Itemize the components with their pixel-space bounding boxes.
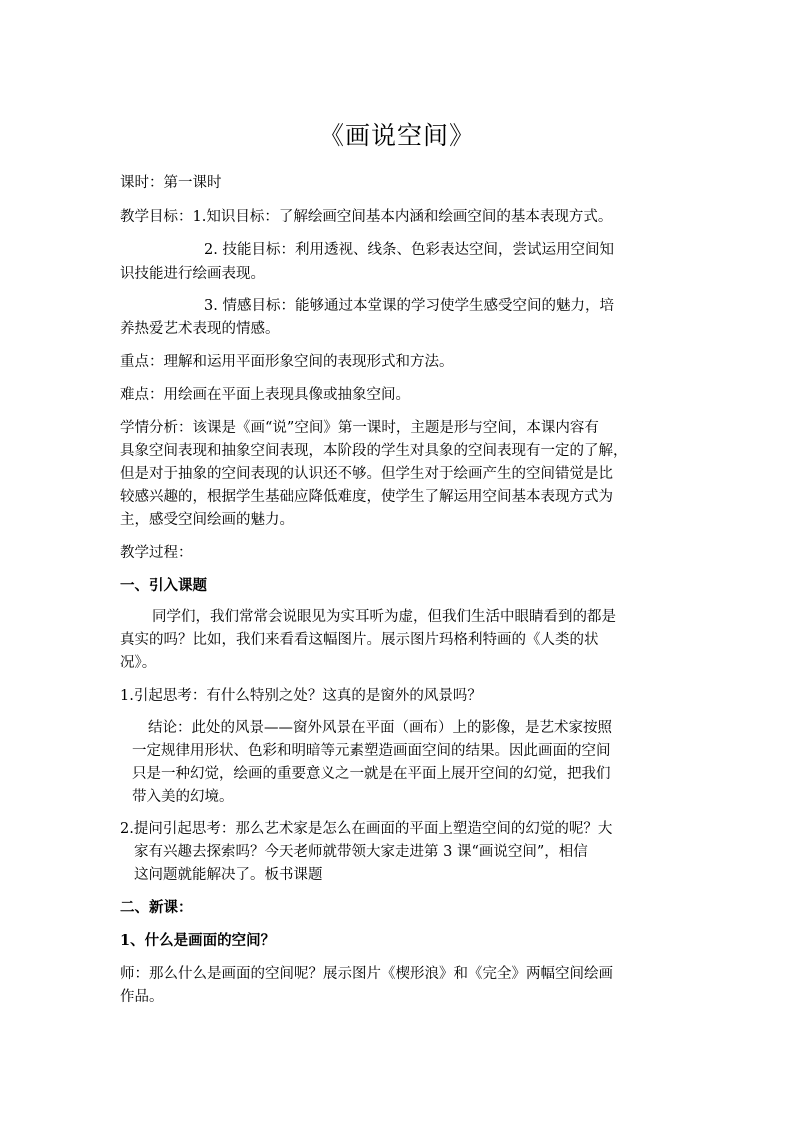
question-2-line: 家有兴趣去探索吗？今天老师就带领大家走进第 3 课“画说空间”，相信 — [134, 844, 588, 860]
conclusion-line: 带入美的幻境。 — [132, 789, 234, 805]
goal-skill-line1: 2. 技能目标：利用透视、线条、色彩表达空间，尝试运用空间知 — [204, 242, 614, 258]
conclusion-line: 一定规律用形状、色彩和明暗等元素塑造画面空间的结果。因此画面的空间 — [132, 743, 611, 759]
key-point: 重点：理解和运用平面形象空间的表现形式和方法。 — [120, 354, 454, 370]
lesson-period: 课时：第一课时 — [120, 175, 222, 191]
analysis-line: 学情分析：该课是《画“说”空间》第一课时，主题是形与空间，本课内容有 — [120, 420, 599, 436]
page-title: 《画说空间》 — [318, 121, 475, 150]
goal-emotion-line1: 3. 情感目标：能够通过本堂课的学习使学生感受空间的魅力，培 — [204, 298, 614, 314]
teacher-line: 作品。 — [120, 989, 164, 1005]
analysis-line: 具象空间表现和抽象空间表现，本阶段的学生对具象的空间表现有一定的了解， — [120, 443, 628, 459]
analysis-line: 主，感受空间绘画的魅力。 — [120, 512, 294, 528]
analysis-line: 但是对于抽象的空间表现的认识还不够。但学生对于绘画产生的空间错觉是比 — [120, 466, 613, 482]
teacher-line: 师：那么什么是画面的空间呢？展示图片《楔形浪》和《完全》两幅空间绘画 — [120, 966, 613, 982]
intro-line: 同学们，我们常常会说眼见为实耳听为虚，但我们生活中眼睛看到的都是 — [152, 609, 616, 625]
subheading-what-is-space: 1、什么是画面的空间？ — [120, 932, 276, 949]
teaching-process-label: 教学过程： — [120, 545, 193, 561]
section-heading-new-lesson: 二、新课： — [120, 899, 193, 916]
question-2-line: 这问题就能解决了。板书课题 — [134, 867, 323, 883]
conclusion-line: 结论：此处的风景——窗外风景在平面（画布）上的影像，是艺术家按照 — [148, 720, 612, 736]
goal-knowledge: 教学目标：1.知识目标：了解绘画空间基本内涵和绘画空间的基本表现方式。 — [120, 209, 613, 225]
section-heading-intro: 一、引入课题 — [120, 577, 207, 594]
difficult-point: 难点：用绘画在平面上表现具像或抽象空间。 — [120, 387, 410, 403]
intro-line: 况》。 — [120, 655, 157, 671]
question-2-line: 2.提问引起思考：那么艺术家是怎么在画面的平面上塑造空间的幻觉的呢？大 — [120, 821, 613, 837]
goal-emotion-line2: 养热爱艺术表现的情感。 — [120, 321, 280, 337]
intro-line: 真实的吗？比如，我们来看看这幅图片。展示图片玛格利特画的《人类的状 — [120, 632, 599, 648]
goal-skill-line2: 识技能进行绘画表现。 — [120, 266, 265, 282]
question-1: 1.引起思考：有什么特别之处？这真的是窗外的风景吗？ — [120, 688, 482, 704]
analysis-line: 较感兴趣的，根据学生基础应降低难度，使学生了解运用空间基本表现方式为 — [120, 489, 613, 505]
conclusion-line: 只是一种幻觉，绘画的重要意义之一就是在平面上展开空间的幻觉，把我们 — [132, 766, 611, 782]
